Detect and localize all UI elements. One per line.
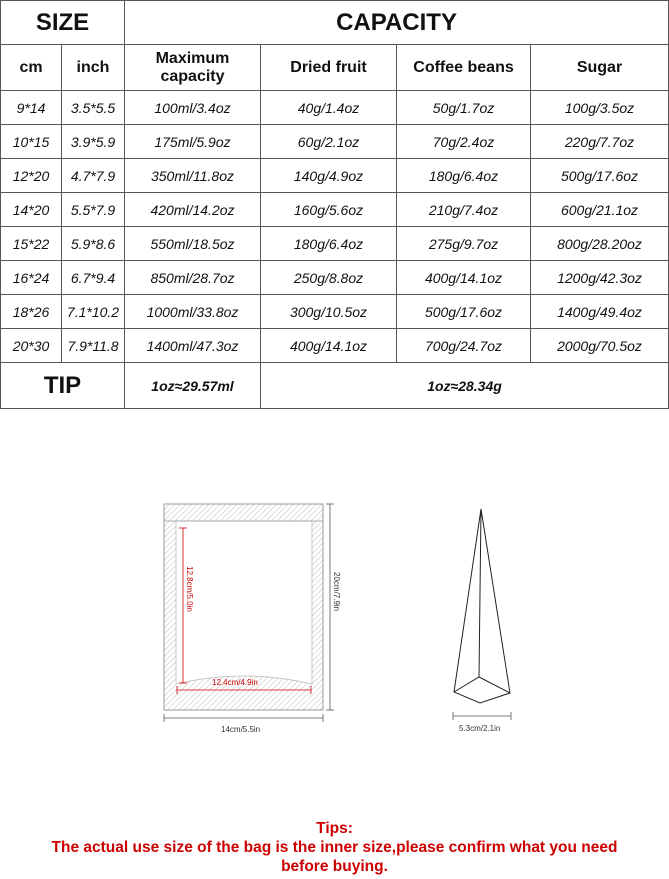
- cell-sugar: 500g/17.6oz: [531, 159, 669, 193]
- cell-inch: 7.9*11.8: [62, 329, 125, 363]
- cell-coffee-beans: 275g/9.7oz: [397, 227, 531, 261]
- cell-coffee-beans: 400g/14.1oz: [397, 261, 531, 295]
- cell-sugar: 220g/7.7oz: [531, 125, 669, 159]
- cell-cm: 20*30: [1, 329, 62, 363]
- col-header-inch: inch: [62, 45, 125, 91]
- col-header-cm: cm: [1, 45, 62, 91]
- cell-capacity: 350ml/11.8oz: [125, 159, 261, 193]
- cell-capacity: 550ml/18.5oz: [125, 227, 261, 261]
- cell-inch: 5.5*7.9: [62, 193, 125, 227]
- side-width-dimension: [453, 712, 511, 720]
- cell-inch: 5.9*8.6: [62, 227, 125, 261]
- cell-inch: 4.7*7.9: [62, 159, 125, 193]
- outer-width-label: 14cm/5.5in: [221, 725, 261, 734]
- col-header-dried-fruit: Dried fruit: [261, 45, 397, 91]
- cell-inch: 6.7*9.4: [62, 261, 125, 295]
- inner-width-label: 12.4cm/4.9in: [212, 678, 258, 687]
- tip-label: TIP: [1, 363, 125, 409]
- cell-dried-fruit: 250g/8.8oz: [261, 261, 397, 295]
- tips-title: Tips:: [316, 820, 353, 837]
- tips-note: [0, 819, 669, 876]
- cell-sugar: 1400g/49.4oz: [531, 295, 669, 329]
- cell-coffee-beans: 70g/2.4oz: [397, 125, 531, 159]
- cell-inch: 7.1*10.2: [62, 295, 125, 329]
- size-header: SIZE: [1, 1, 125, 45]
- outer-width-dimension: [164, 714, 323, 722]
- cell-cm: 9*14: [1, 91, 62, 125]
- cell-coffee-beans: 50g/1.7oz: [397, 91, 531, 125]
- cell-sugar: 100g/3.5oz: [531, 91, 669, 125]
- cell-inch: 3.9*5.9: [62, 125, 125, 159]
- cell-coffee-beans: 180g/6.4oz: [397, 159, 531, 193]
- bag-side-view: [454, 509, 510, 703]
- cell-cm: 10*15: [1, 125, 62, 159]
- capacity-header: CAPACITY: [125, 1, 669, 45]
- side-width-label: 5.3cm/2.1in: [459, 724, 501, 733]
- cell-cm: 14*20: [1, 193, 62, 227]
- cell-cm: 18*26: [1, 295, 62, 329]
- inner-height-label: 12.8cm/5.0in: [185, 566, 194, 612]
- cell-coffee-beans: 500g/17.6oz: [397, 295, 531, 329]
- cell-cm: 12*20: [1, 159, 62, 193]
- col-header-coffee-beans: Coffee beans: [397, 45, 531, 91]
- bag-inner-area: [176, 521, 312, 684]
- col-header-maximum-capacity: Maximum capacity: [125, 45, 261, 91]
- cell-dried-fruit: 60g/2.1oz: [261, 125, 397, 159]
- cell-capacity: 175ml/5.9oz: [125, 125, 261, 159]
- tip-gram-conversion: 1oz≈28.34g: [261, 363, 669, 409]
- col-header-sugar: Sugar: [531, 45, 669, 91]
- cell-sugar: 600g/21.1oz: [531, 193, 669, 227]
- tips-line-2: before buying.: [281, 858, 388, 875]
- tips-line-1: The actual use size of the bag is the inner size,please confirm what you need: [51, 839, 618, 856]
- cell-sugar: 800g/28.20oz: [531, 227, 669, 261]
- cell-coffee-beans: 700g/24.7oz: [397, 329, 531, 363]
- outer-height-label: 20cm/7.9in: [332, 572, 341, 612]
- cell-dried-fruit: 180g/6.4oz: [261, 227, 397, 261]
- cell-capacity: 1400ml/47.3oz: [125, 329, 261, 363]
- cell-cm: 16*24: [1, 261, 62, 295]
- cell-dried-fruit: 40g/1.4oz: [261, 91, 397, 125]
- cell-cm: 15*22: [1, 227, 62, 261]
- cell-capacity: 850ml/28.7oz: [125, 261, 261, 295]
- cell-dried-fruit: 160g/5.6oz: [261, 193, 397, 227]
- cell-sugar: 2000g/70.5oz: [531, 329, 669, 363]
- cell-capacity: 420ml/14.2oz: [125, 193, 261, 227]
- cell-dried-fruit: 300g/10.5oz: [261, 295, 397, 329]
- cell-capacity: 1000ml/33.8oz: [125, 295, 261, 329]
- cell-sugar: 1200g/42.3oz: [531, 261, 669, 295]
- cell-capacity: 100ml/3.4oz: [125, 91, 261, 125]
- tip-ml-conversion: 1oz≈29.57ml: [125, 363, 261, 409]
- cell-dried-fruit: 400g/14.1oz: [261, 329, 397, 363]
- cell-inch: 3.5*5.5: [62, 91, 125, 125]
- cell-dried-fruit: 140g/4.9oz: [261, 159, 397, 193]
- cell-coffee-beans: 210g/7.4oz: [397, 193, 531, 227]
